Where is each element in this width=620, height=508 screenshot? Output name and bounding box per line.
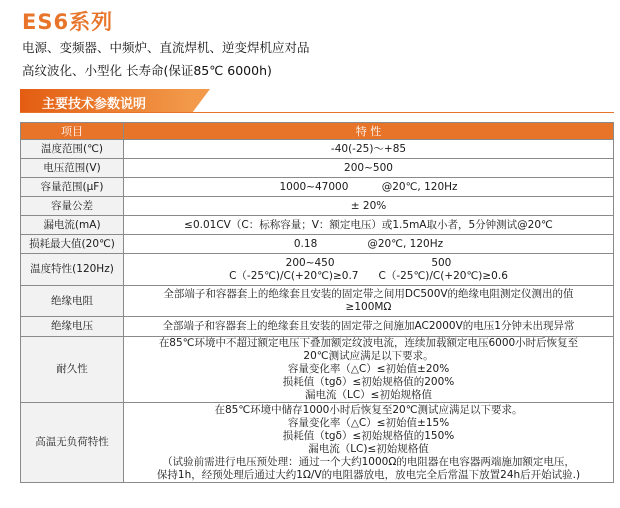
spec-table (20, 122, 614, 483)
section-header (20, 89, 614, 113)
table-row (21, 403, 614, 483)
table-row (21, 235, 614, 254)
table-header-row (21, 123, 614, 140)
row-label: 电压范围(V) (21, 159, 124, 178)
table-row (21, 140, 614, 159)
table-row (21, 216, 614, 235)
row-value: 0.18 @20℃, 120Hz (124, 235, 614, 254)
row-value: -40(-25)～+85 (124, 140, 614, 159)
row-label: 漏电流(mA) (21, 216, 124, 235)
row-label: 绝缘电压 (21, 317, 124, 337)
row-label: 容量公差 (21, 197, 124, 216)
section-title: 主要技术参数说明 (42, 97, 147, 112)
table-row (21, 178, 614, 197)
row-value: 在85℃环境中储存1000小时后恢复至20℃测试应满足以下要求。 容量变化率（△C）≤初始值±15% 损耗值（tgδ）≤初始规格值的150% 漏电流（LC)≤初始规格值 （试验前需进行电压预处理：通过一个大约1000Ω的电阻器在电容器两端施加额定电压， 保持1h，经预处理后通过大约1Ω/V的电阻器放电，放电完全后常温下放置24h后开始试验.) (124, 403, 614, 483)
row-value: 在85℃环境中不超过额定电压下叠加额定纹波电流，连续加载额定电压6000小时后恢复至 20℃测试应满足以下要求。 容量变化率（△C）≤初始值±20% 损耗值（tgδ）≤初始规格值的200% 漏电流（LC）≤初始规格值 (124, 337, 614, 403)
page-title: ES6系列 (22, 10, 114, 34)
row-value: 全部端子和容器套上的绝缘套且安装的固定带之间用DC500V的绝缘电阻测定仪测出的值 ≥100MΩ (124, 286, 614, 317)
intro-line-2: 高纹波化、小型化 长寿命(保证85℃ 6000h) (22, 63, 272, 78)
header-characteristics: 特 性 (124, 123, 614, 140)
row-value: 1000~47000 @20℃, 120Hz (124, 178, 614, 197)
table-row (21, 197, 614, 216)
table-row (21, 337, 614, 403)
row-label: 损耗最大值(20℃) (21, 235, 124, 254)
header-item: 项目 (21, 123, 124, 140)
row-label: 耐久性 (21, 337, 124, 403)
intro-line-1: 电源、变频器、中频炉、直流焊机、逆变焊机应对品 (22, 40, 310, 55)
row-label: 绝缘电阻 (21, 286, 124, 317)
row-label: 温度范围(℃) (21, 140, 124, 159)
row-label: 高温无负荷特性 (21, 403, 124, 483)
row-label: 温度特性(120Hz) (21, 254, 124, 286)
table-row (21, 159, 614, 178)
row-label: 容量范围(μF) (21, 178, 124, 197)
table-row (21, 317, 614, 337)
row-value: 200~500 (124, 159, 614, 178)
row-value: 200~450 500 C（-25℃)/C(+20℃)≥0.7 C（-25℃)/C(+20℃)≥0.6 (124, 254, 614, 286)
row-value: ≤0.01CV（C：标称容量；V：额定电压）或1.5mA取小者，5分钟测试@20℃ (124, 216, 614, 235)
row-value: 全部端子和容器套上的绝缘套且安装的固定带之间施加AC2000V的电压1分钟未出现异常 (124, 317, 614, 337)
row-value: ± 20% (124, 197, 614, 216)
table-row (21, 254, 614, 286)
table-row (21, 286, 614, 317)
